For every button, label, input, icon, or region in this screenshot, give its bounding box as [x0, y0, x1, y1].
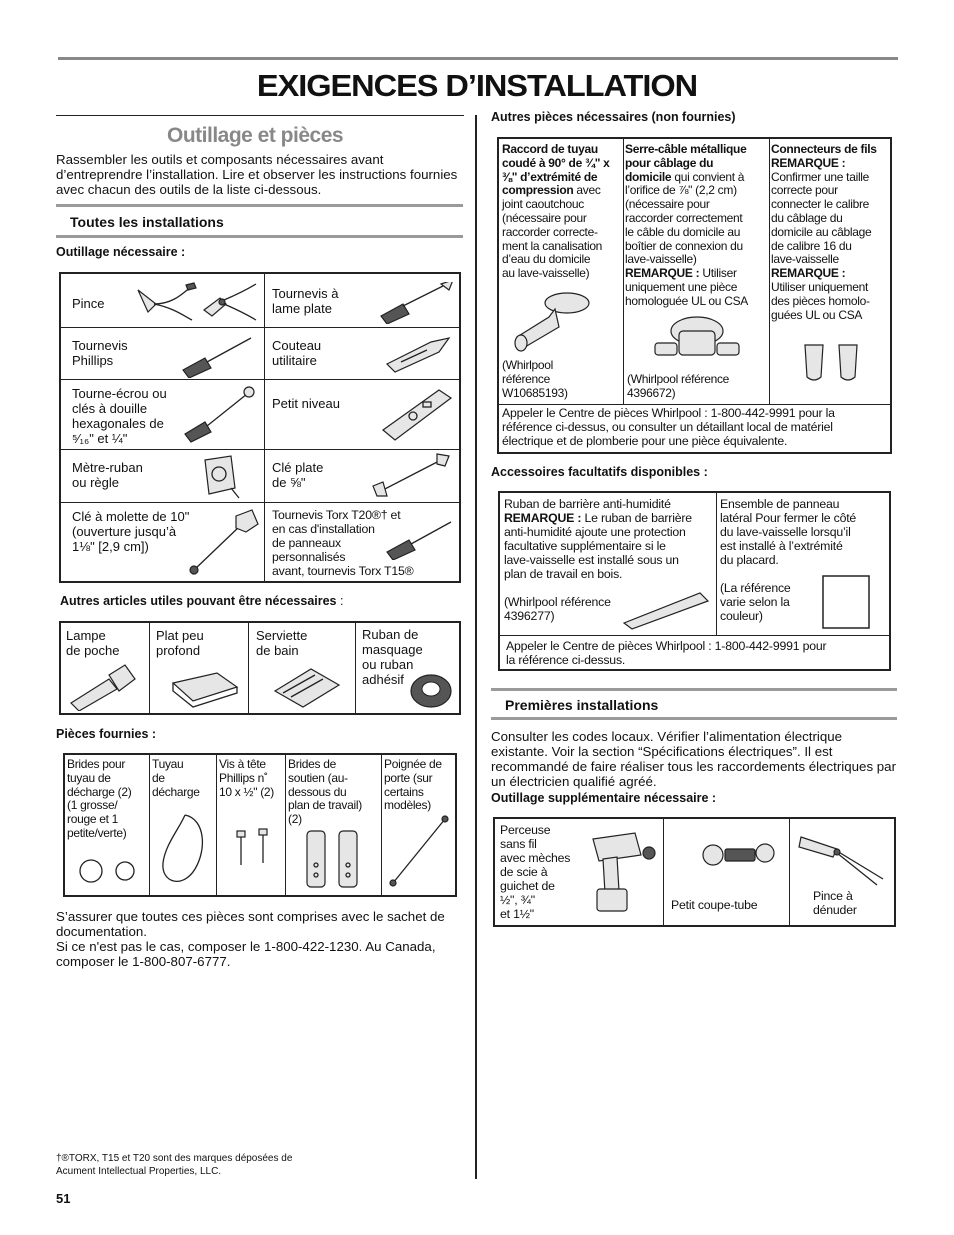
first-install-text: Consulter les codes locaux. Vérifier l’alimentation électrique existante. Voir la section “Spécifications électriques”. Il est recommandé de faire réaliser tous les raccordements électriques par un électricien qualifié agréé.	[491, 729, 897, 789]
tools-label: Outillage nécessaire :	[56, 245, 186, 259]
tape-roll-icon	[409, 671, 455, 711]
tool-knife-label: Couteau utilitaire	[272, 338, 322, 368]
parts-table	[63, 753, 457, 897]
tool-level-label: Petit niveau	[272, 396, 340, 411]
column-divider	[475, 115, 477, 1179]
page-title: EXIGENCES D’INSTALLATION	[256, 68, 698, 103]
tools-table	[59, 272, 461, 583]
wire-connector-desc: Connecteurs de fils REMARQUE : Confirmer une taille correcte pour connecter le calibre du câblage du domicile au câblage de calibre 16 du lave-vaisselle REMARQUE : Utiliser uniquement des pièces homolo- guées UL ou CSA	[771, 142, 877, 322]
tool-nut-driver-label: Tourne-écrou ou clés à douille hexagonales de ⁵⁄₁₆" et ¼"	[72, 386, 167, 446]
check-text-1: S’assurer que toutes ces pièces sont comprises avec le sachet de documentation.	[56, 909, 445, 939]
other-parts-table	[497, 137, 892, 454]
other-items-table	[59, 621, 461, 715]
tool-flat-screwdriver-label: Tournevis à lame plate	[272, 286, 339, 316]
extra-drill-label: Perceuse sans fil avec mèches de scie à guichet de ½", ¾" et 1½"	[500, 823, 571, 921]
hose-clamp-icon	[75, 849, 143, 889]
wire-stripper-icon	[797, 827, 889, 887]
top-rule	[58, 57, 898, 60]
other-tape-label: Ruban de masquage ou ruban adhésif	[362, 627, 423, 687]
flat-screwdriver-icon	[373, 282, 455, 324]
drain-hose-icon	[155, 809, 213, 891]
extra-tube-cutter-label: Petit coupe-tube	[671, 898, 758, 912]
page-number: 51	[56, 1191, 71, 1206]
adjustable-wrench-icon	[186, 506, 262, 578]
tool-adjustable-wrench-label: Clé à molette de 10" (ouverture jusqu’à 1⅛" [2,9 cm])	[72, 509, 190, 554]
tool-tape-measure-label: Mètre-ruban ou règle	[72, 460, 143, 490]
optional-footer: Appeler le Centre de pièces Whirlpool : 1-800-442-9991 pour la référence ci-dessus.	[506, 639, 827, 667]
subhead-rule-bottom	[56, 235, 463, 238]
wrench-icon	[371, 452, 451, 498]
tool-torx-label: Tournevis Torx T20®† et en cas d'installation de panneaux personnalisés avant, tournevis Torx T15®	[272, 508, 414, 578]
screw-icon	[231, 827, 275, 871]
door-handle-icon	[385, 811, 455, 891]
nut-driver-icon	[181, 384, 261, 444]
tool-wrench-label: Clé plate de ⅝"	[272, 460, 324, 490]
support-bracket-icon	[301, 825, 369, 891]
subhead-first-rule-top	[491, 688, 897, 691]
other-parts-footer: Appeler le Centre de pièces Whirlpool : 1-800-442-9991 pour la référence ci-dessus, ou consulter un détaillant local de matériel électrique et de plomberie pour une pièce équivalente.	[502, 406, 835, 448]
strain-relief-desc: Serre-câble métallique pour câblage du domicile qui convient à l’orifice de ⅞" (2,2 cm) (nécessaire pour raccorder correctement le câble du domicile au boîtier de connexion du lave-vaisselle) REMARQUE : Utiliser uniquement une pièce homologuée UL ou CSA	[625, 142, 748, 308]
part-handle-label: Poignée de porte (sur certains modèles)	[384, 757, 442, 813]
intro-text: Rassembler les outils et composants nécessaires avant d’entreprendre l’installation. Lire et observer les instructions fournies avec chacun des outils de la liste ci-dessous.	[56, 152, 458, 197]
subhead-first-installations: Premières installations	[505, 697, 659, 713]
part-screws-label: Vis à tête Phillips n˚ 10 x ½" (2)	[219, 757, 274, 799]
shallow-pan-icon	[169, 669, 241, 709]
check-text-2: Si ce n'est pas le cas, composer le 1-800-422-1230. Au Canada, composer le 1-800-807-6777.	[56, 939, 436, 969]
other-items-label: Autres articles utiles pouvant être nécessaires :	[60, 594, 344, 608]
flashlight-icon	[65, 663, 145, 711]
barrier-tape-icon	[620, 589, 712, 631]
section-title: Outillage et pièces	[167, 124, 344, 147]
optional-label: Accessoires facultatifs disponibles :	[491, 465, 708, 479]
subhead-rule-top	[56, 204, 463, 207]
section-rule	[56, 115, 464, 116]
level-icon	[379, 382, 455, 442]
barrier-tape-desc: Ruban de barrière anti-humidité REMARQUE : Le ruban de barrière anti-humidité ajoute une protection facultative supplémentaire si le lave-vaisselle est installé sous un plan de travail en bois.	[504, 497, 692, 581]
extra-tools-table	[493, 817, 896, 927]
utility-knife-icon	[383, 334, 455, 374]
extra-tools-label: Outillage supplémentaire nécessaire :	[491, 791, 717, 805]
side-panel-ref: (La référence varie selon la couleur)	[720, 581, 791, 623]
subhead-all-installations: Toutes les installations	[70, 214, 224, 230]
elbow-fitting-ref: (Whirlpool référence W10685193)	[502, 358, 568, 400]
extra-wire-stripper-label: Pince à dénuder	[813, 889, 857, 917]
other-parts-label: Autres pièces nécessaires (non fournies)	[491, 110, 736, 124]
part-hose-label: Tuyau de décharge	[152, 757, 200, 799]
tube-cutter-icon	[691, 831, 783, 879]
trademark-footnote: †®TORX, T15 et T20 sont des marques déposées de Acument Intellectual Properties, LLC.	[56, 1153, 293, 1177]
strain-relief-ref: (Whirlpool référence 4396672)	[627, 372, 730, 400]
other-towel-label: Serviette de bain	[256, 628, 308, 658]
elbow-fitting-icon	[511, 287, 593, 355]
side-panel-icon	[820, 573, 872, 631]
side-panel-desc: Ensemble de panneau latéral Pour fermer le côté du lave-vaisselle lorsqu’il est installé à l’extrémité du placard.	[720, 497, 857, 567]
barrier-tape-ref: (Whirlpool référence 4396277)	[504, 595, 611, 623]
subhead-first-rule-bottom	[491, 717, 897, 720]
tool-pliers-label: Pince	[72, 296, 105, 311]
phillips-screwdriver-icon	[179, 332, 261, 378]
optional-table	[498, 491, 891, 671]
other-pan-label: Plat peu profond	[156, 628, 204, 658]
part-brackets-label: Brides de soutien (au- dessous du plan de travail) (2)	[288, 757, 362, 827]
tape-measure-icon	[201, 454, 241, 500]
towel-icon	[271, 663, 343, 711]
elbow-fitting-desc: Raccord de tuyau coudé à 90° de ¾" x ⅜" d’extrémité de compression avec joint caoutchouc (nécessaire pour raccorder correcte- ment la canalisation d’eau du domicile au lave-vaisselle)	[502, 142, 610, 281]
tool-phillips-label: Tournevis Phillips	[72, 338, 128, 368]
parts-label: Pièces fournies :	[56, 727, 157, 741]
wire-connector-icon	[799, 339, 871, 389]
pliers-icon	[134, 280, 259, 324]
torx-screwdriver-icon	[383, 514, 455, 560]
strain-relief-icon	[649, 309, 745, 373]
cordless-drill-icon	[587, 827, 661, 917]
part-clamps-label: Brides pour tuyau de décharge (2) (1 grosse/ rouge et 1 petite/verte)	[67, 757, 132, 840]
other-flashlight-label: Lampe de poche	[66, 628, 120, 658]
